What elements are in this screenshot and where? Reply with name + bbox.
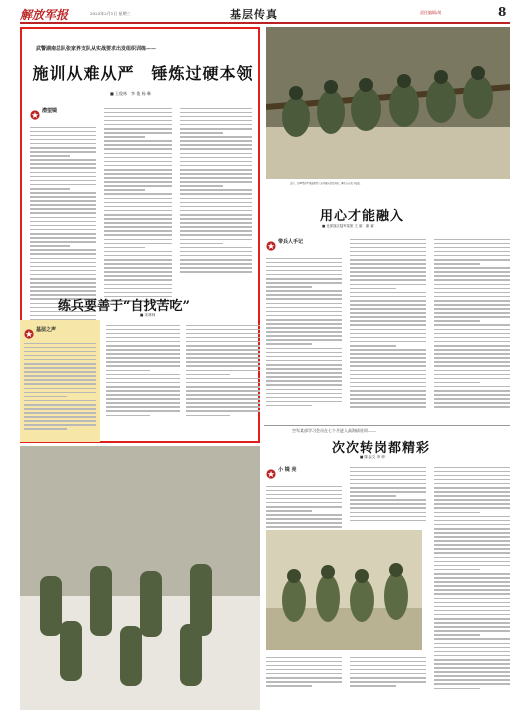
sub-tag-voice bbox=[24, 324, 56, 334]
soldiers-rope-illustration bbox=[266, 27, 510, 179]
sidebar-body bbox=[24, 340, 96, 433]
article3-col2 bbox=[186, 322, 260, 419]
article4-col3 bbox=[434, 464, 510, 692]
article3-headline: 练兵要善于“自找苦吃” bbox=[58, 299, 190, 314]
top-story-byline: ■ 王俊林 李 俊 杨 琳 bbox=[110, 91, 151, 96]
editor-line: 责任编辑/胡 bbox=[420, 10, 442, 15]
snow-march-illustration bbox=[20, 446, 260, 710]
date-line: 2023年2月1日 星期三 bbox=[90, 11, 131, 16]
star-icon bbox=[30, 105, 40, 115]
masthead-rule bbox=[20, 22, 510, 24]
top-story-col3 bbox=[180, 105, 252, 275]
top-story-col1 bbox=[30, 105, 96, 327]
top-story-kicker: 武警湖南总队张家界支队从实战要求出发组织训练—— bbox=[36, 46, 157, 52]
photo1-caption: 近日，第80集团军某旅组织官兵开展实战化训练，锤炼官兵战斗技能。 bbox=[290, 182, 362, 185]
article4-headline: 次次转岗都精彩 bbox=[332, 441, 431, 456]
masthead bbox=[20, 6, 510, 22]
sub-tag-label: 基层之声 bbox=[36, 326, 57, 333]
article2-col1 bbox=[266, 236, 342, 409]
sub-tag-label: 潜望镜 bbox=[42, 107, 58, 114]
column-tag-commander-notes bbox=[266, 236, 303, 246]
drill-illustration bbox=[266, 530, 422, 650]
article4-photo bbox=[266, 530, 422, 650]
section-divider bbox=[264, 425, 510, 426]
column-tag-label: 带兵人手记 bbox=[278, 238, 304, 245]
article2-headline: 用心才能融入 bbox=[320, 209, 405, 224]
article4-col2b bbox=[350, 654, 426, 689]
star-icon bbox=[24, 324, 34, 334]
article3-byline: ■ 宋林林 bbox=[140, 313, 156, 317]
article4-col1b bbox=[266, 654, 342, 689]
article2-col2 bbox=[350, 236, 426, 410]
top-story-headline: 施训从难从严 锤炼过硬本领 bbox=[32, 64, 254, 83]
bottom-left-photo bbox=[20, 446, 260, 710]
article4-kicker: 空军某部学习会员在七个月进入高海拔驻训—— bbox=[292, 428, 376, 433]
section-title: 基层传真 bbox=[230, 8, 278, 21]
article4-col2 bbox=[350, 464, 426, 524]
column-tag-mirror bbox=[266, 464, 296, 474]
article4-byline: ■ 陈金文 李 坤 bbox=[360, 455, 385, 459]
training-photo bbox=[266, 27, 510, 179]
sub-tag-periscope bbox=[30, 105, 57, 115]
article2-byline: ■ 北部战区陆军某旅 王 丽 谢 睿 bbox=[322, 224, 374, 228]
article3-col1 bbox=[106, 322, 180, 419]
article2-col3 bbox=[434, 236, 510, 410]
masthead-logo: 解放军报 bbox=[20, 8, 69, 22]
article3-sidebar bbox=[20, 320, 100, 442]
star-icon bbox=[266, 464, 276, 474]
star-icon bbox=[266, 236, 276, 246]
page-number: 8 bbox=[498, 5, 507, 19]
top-story-col2 bbox=[104, 105, 172, 304]
column-tag-label: 小 镜 亮 bbox=[278, 466, 297, 473]
